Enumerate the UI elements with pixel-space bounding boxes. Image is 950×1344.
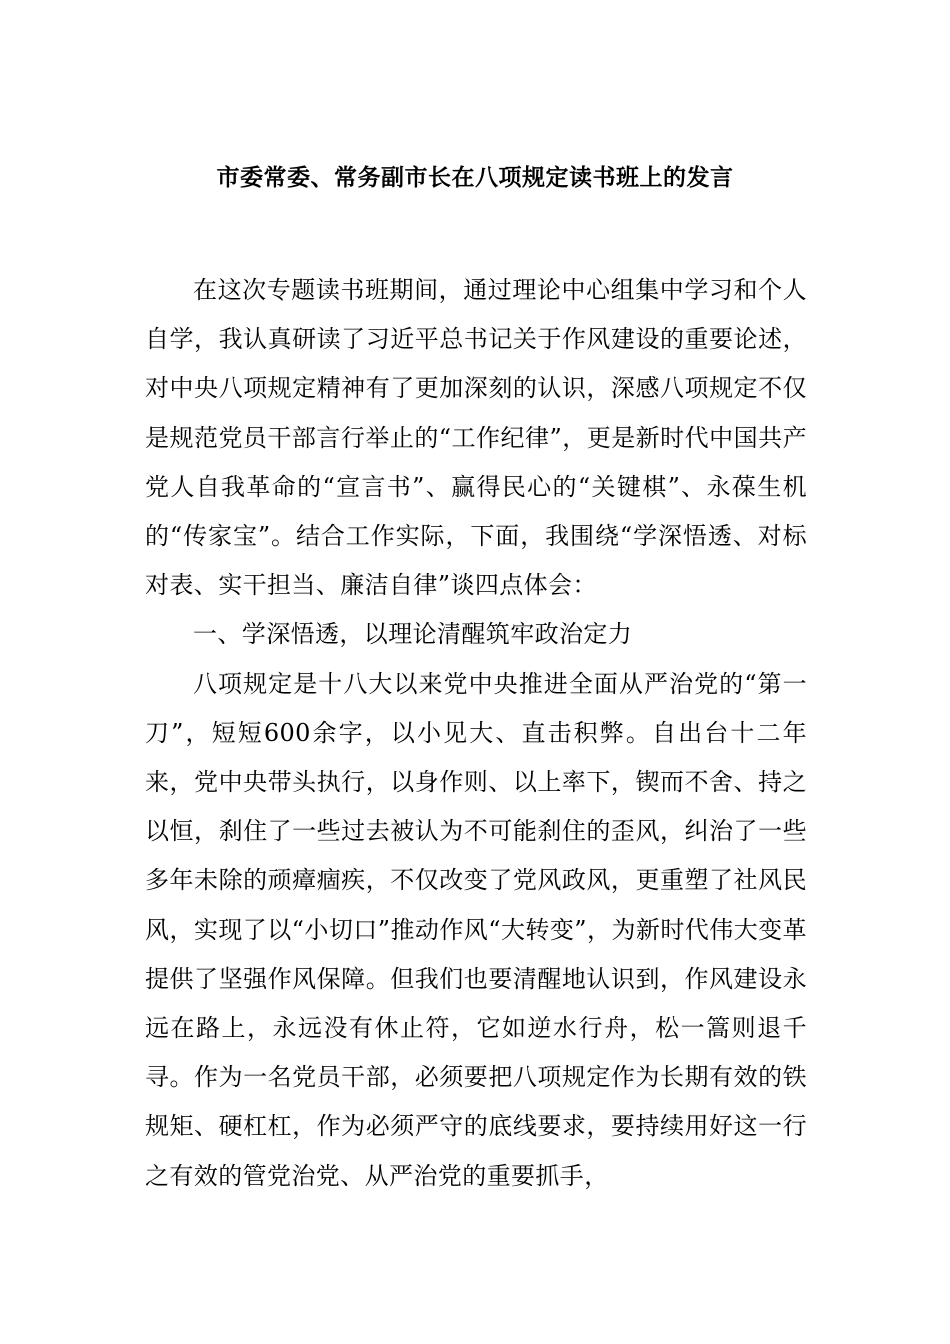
document-title: 市委常委、常务副市长在八项规定读书班上的发言 [216,164,734,191]
section-heading-1: 一、学深悟透，以理论清醒筑牢政治定力 [193,620,633,649]
paragraph-section-1: 八项规定是十八大以来党中央推进全面从严治党的“第一刀”，短短600余字，以小见大、直击积弊。自出台十二年来，党中央带头执行，以身作则、以上率下，锲而不舍、持之以恒，刹住了一些过去被认为不可能刹住的歪风，纠治了一些多年未除的顽瘴痼疾，不仅改变了党风政风，更重塑了社风民风，实现了以“小切口”推动作风“大转变”，为新时代伟大变革提供了坚强作风保障。但我们也要清醒地认识到，作风建设永远在路上，永远没有休止符，它如逆水行舟，松一篙则退千寻。作为一名党员干部，必须要把八项规定作为长期有效的铁规矩、硬杠杠，作为必须严守的底线要求，要持续用好这一行之有效的管党治党、从严治党的重要抓手， [145,669,807,1190]
paragraph-intro: 在这次专题读书班期间，通过理论中心组集中学习和个人自学，我认真研读了习近平总书记关于作风建设的重要论述，对中央八项规定精神有了更加深刻的认识，深感八项规定不仅是规范党员干部言行举止的“工作纪律”，更是新时代中国共产党人自我革命的“宣言书”、赢得民心的“关键棋”、永葆生机的“传家宝”。结合工作实际，下面，我围绕“学深悟透、对标对表、实干担当、廉洁自律”谈四点体会： [145,276,807,600]
document-body [145,266,807,1201]
